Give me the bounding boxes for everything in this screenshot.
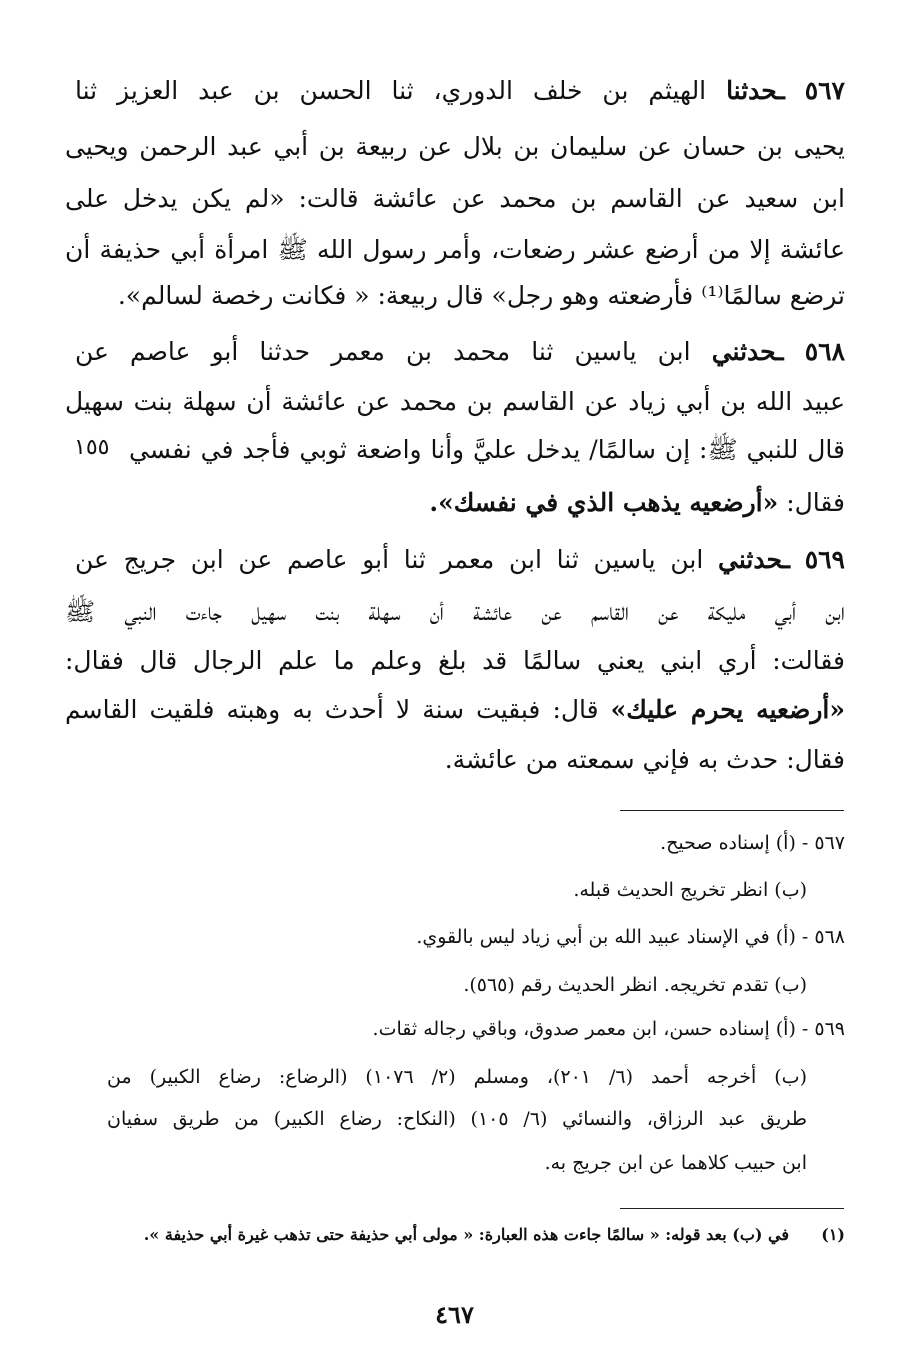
hadith-569-line-4-rest: قال: فبقيت سنة لا أحدث به وهبته فلقيت القاسم [65,695,611,724]
hadith-569-line-4 [65,692,845,728]
hadith-568-quote: «أرضعيه يذهب الذي في نفسك». [429,488,779,517]
hadith-567-opener: حدثنا [726,76,778,105]
note-568-a: ٥٦٨ - (أ) في الإسناد عبيد الله بن أبي زياد ليس بالقوي. [416,926,845,948]
hadith-568-line-2: عبيد الله بن أبي زياد عن القاسم بن محمد عن عائشة أن سهلة بنت سهيل [65,387,845,416]
footnote-1-marker: (١) [821,1225,845,1244]
note-567-a: ٥٦٧ - (أ) إسناده صحيح. [660,832,845,854]
note-569-a: ٥٦٩ - (أ) إسناده حسن، ابن معمر صدوق، وباقي رجاله ثقات. [372,1018,845,1040]
hadith-567-line-5: ترضع سالمًا⁽¹⁾ فأرضعته وهو رجل» قال ربيعة: « فكانت رخصة لسالم». [117,281,845,310]
hadith-568-line-1 [75,334,845,370]
note-568-b: (ب) تقدم تخريجه. انظر الحديث رقم (٥٦٥). [463,974,807,996]
hadith-569-number: ٥٦٩ [804,545,845,574]
hadith-568-number: ٥٦٨ [804,337,846,366]
hadith-567-text-1: الهيثم بن خلف الدوري، ثنا الحسن بن عبد العزيز ثنا [75,76,707,105]
hadith-568-line-4 [65,485,845,521]
hadith-569-line-5: فقال: حدث به فإني سمعته من عائشة. [444,745,845,774]
hadith-568-dash: ـ [776,337,784,366]
hadith-567-dash: ـ [777,76,785,105]
hadith-567-line-1 [75,73,845,109]
hadith-567-line-3: ابن سعيد عن القاسم بن محمد عن عائشة قالت: «لم يكن يدخل على [65,184,845,213]
note-569-b-line-1: (ب) أخرجه أحمد (٦/ ٢٠١)، ومسلم (٢/ ١٠٧٦) (الرضاع: رضاع الكبير) من [107,1066,807,1088]
hadith-569-line-3: فقالت: أري ابني يعني سالمًا قد بلغ وعلم ما علم الرجال قال فقال: [65,646,845,675]
hadith-568-text-1: ابن ياسين ثنا محمد بن معمر حدثنا أبو عاصم عن [75,337,691,366]
note-569-b-line-2: طريق عبد الرزاق، والنسائي (٦/ ١٠٥) (النكاح: رضاع الكبير) من طريق سفيان [107,1108,808,1130]
margin-page-number: ١٥٥ [74,435,110,460]
hadith-569-line-1 [75,542,845,578]
hadith-569-quote: «أرضعيه يحرم عليك» [610,695,845,724]
hadith-569-dash: ـ [782,545,790,574]
hadith-567-number: ٥٦٧ [804,76,845,105]
footnote-1-text: في (ب) بعد قوله: « سالمًا جاءت هذه العبارة: « مولى أبي حذيفة حتى تذهب غيرة أبي حذيفة ». [143,1225,789,1244]
note-569-b-line-3: ابن حبيب كلاهما عن ابن جريج به. [544,1152,807,1174]
hadith-567-line-2: يحيى بن حسان عن سليمان بن بلال عن ربيعة بن أبي عبد الرحمن ويحيى [65,132,845,161]
hadith-569-text-1: ابن ياسين ثنا ابن معمر ثنا أبو عاصم عن ابن جريج عن [75,545,704,574]
hadith-569-opener: حدثني [718,545,783,574]
hadith-568-opener: حدثني [711,337,777,366]
hadith-569-line-2: ابن أبي مليكة عن القاسم عن عائشة أن سهلة بنت سهيل جاءت النبي ﷺ [65,597,845,626]
note-567-b: (ب) انظر تخريج الحديث قبله. [573,879,807,901]
hadith-568-line-3: قال للنبي ﷺ: إن سالمًا/ يدخل عليَّ وأنا واضعة ثوبي فأجد في نفسي [129,435,845,464]
footnote-separator [620,1208,844,1209]
hadith-568-prefix: فقال: [778,488,845,517]
hadith-567-line-4: عائشة إلا من أرضع عشر رضعات، وأمر رسول الله ﷺ امرأة أبي حذيفة أن [65,235,845,264]
notes-separator [620,810,844,811]
page-number: ٤٦٧ [435,1300,474,1329]
